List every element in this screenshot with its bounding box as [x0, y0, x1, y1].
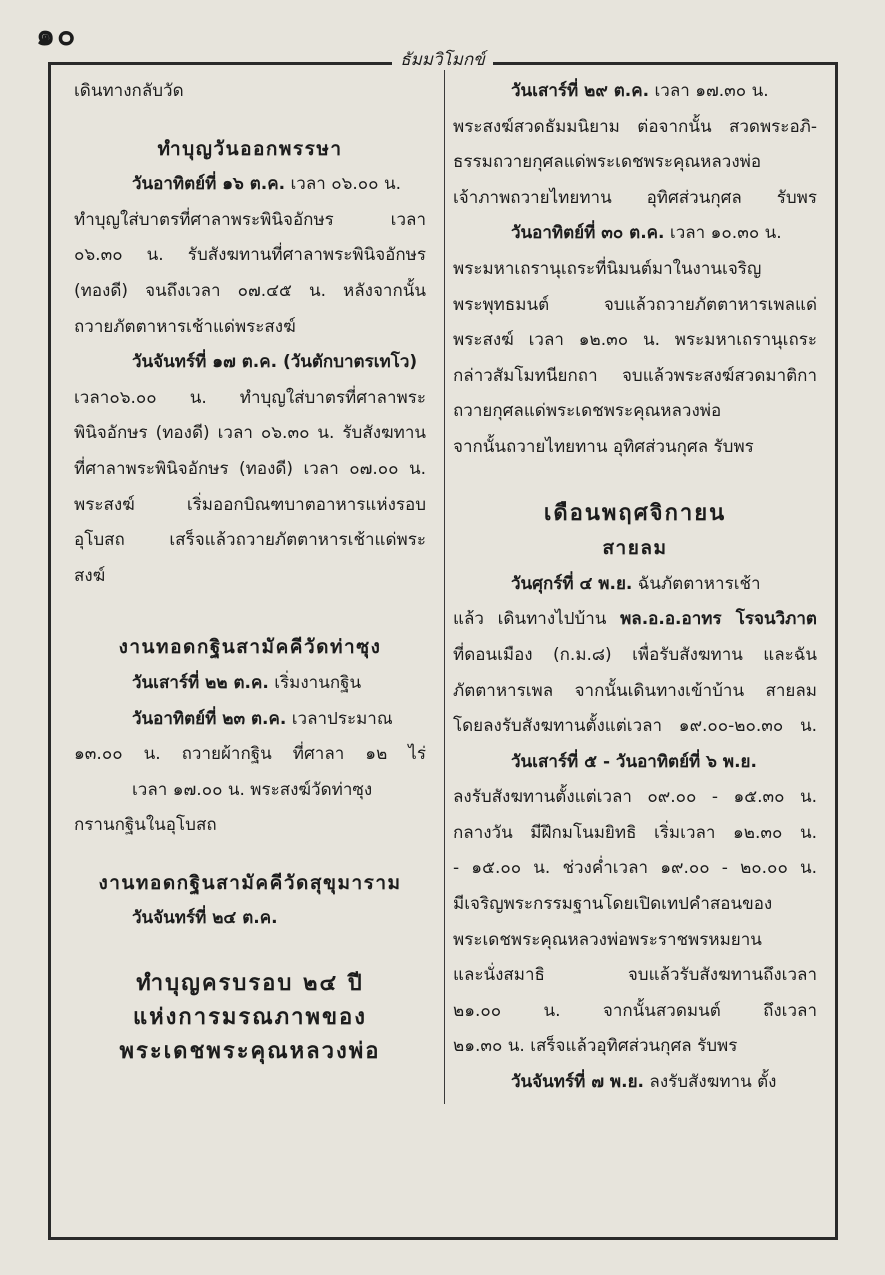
- anniversary-heading: แห่งการมรณภาพของ: [133, 1005, 367, 1031]
- text-line: กลางวัน มีฝึกมโนมยิทธิ เริ่มเวลา ๑๒.๓๐ น.: [453, 822, 817, 843]
- date-line: วันอาทิตย์ที่ ๓๐ ต.ค. เวลา ๑๐.๓๐ น.: [511, 223, 782, 244]
- section-heading-kathin-thasung: งานทอดกฐินสามัคคีวัดท่าซุง: [118, 636, 382, 659]
- text-line: ลงรับสังฆทานตั้งแต่เวลา ๐๙.๐๐ - ๑๕.๓๐ น.: [453, 787, 817, 808]
- text-line: พระสงฆ์ เริ่มออกบิณฑบาตอาหารแห่งรอบ: [74, 494, 426, 515]
- date-line: วันเสาร์ที่ ๒๙ ต.ค. เวลา ๑๗.๓๐ น.: [511, 81, 769, 101]
- anniversary-heading: ทำบุญครบรอบ ๒๔ ปี: [136, 971, 364, 997]
- date-line: วันจันทร์ที่ ๗ พ.ย. ลงรับสังฆทาน ตั้ง: [511, 1072, 777, 1093]
- text-line: เวลา ๑๗.๐๐ น. พระสงฆ์วัดท่าซุง: [132, 779, 373, 800]
- column-divider: [444, 64, 445, 1104]
- date-line: วันจันทร์ที่ ๒๔ ต.ค.: [132, 908, 278, 929]
- text-line: ๑๓.๐๐ น. ถวายผ้ากฐิน ที่ศาลา ๑๒ ไร่: [74, 744, 426, 765]
- running-header: [0, 46, 885, 73]
- section-heading-kathin-sukhumaram: งานทอดกฐินสามัคคีวัดสุขุมาราม: [98, 871, 402, 894]
- text-line: ๒๑.๐๐ น. จากนั้นสวดมนต์ ถึงเวลา: [453, 1000, 817, 1021]
- left-column: [74, 74, 426, 1069]
- text-line: ถวายภัตตาหารเช้าแด่พระสงฆ์: [74, 316, 296, 337]
- text-line: ที่ศาลาพระพินิจอักษร (ทองดี) เวลา ๐๗.๐๐ น.: [74, 458, 426, 479]
- right-column: [453, 74, 817, 1101]
- text-line: เดินทางกลับวัด: [74, 81, 184, 101]
- date-line: วันเสาร์ที่ ๒๒ ต.ค. เริ่มงานกฐิน: [132, 672, 362, 693]
- header-title: ธัมมวิโมกข์: [392, 50, 493, 70]
- text-line: สงฆ์: [74, 565, 106, 586]
- page-number: ๑๐: [36, 18, 78, 53]
- text-line: เจ้าภาพถวายไทยทาน อุทิศส่วนกุศล รับพร: [453, 187, 817, 208]
- month-heading: เดือนพฤศจิกายน: [543, 500, 727, 526]
- text-line: อุโบสถ เสร็จแล้วถวายภัตตาหารเช้าแด่พระ: [74, 530, 426, 551]
- text-line: กล่าวสัมโมทนียกถา จบแล้วพระสงฆ์สวดมาติกา: [453, 365, 817, 386]
- text-line: พินิจอักษร (ทองดี) เวลา ๐๖.๓๐ น. รับสังฆทาน: [74, 423, 426, 444]
- text-line: ถวายกุศลแด่พระเดชพระคุณหลวงพ่อ: [453, 401, 722, 422]
- text-line: กรานกฐินในอุโบสถ: [74, 815, 217, 836]
- date-line: วันอาทิตย์ที่ ๒๓ ต.ค. เวลาประมาณ: [132, 708, 393, 729]
- text-line: ทำบุญใส่บาตรที่ศาลาพระพินิจอักษร เวลา: [74, 209, 426, 230]
- date-line: วันจันทร์ที่ ๑๗ ต.ค. (วันตักบาตรเทโว): [132, 352, 418, 373]
- text-line: ภัตตาหารเพล จากนั้นเดินทางเข้าบ้าน สายลม: [453, 680, 817, 701]
- text-line: จากนั้นถวายไทยทาน อุทิศส่วนกุศล รับพร: [453, 436, 754, 457]
- date-line: วันเสาร์ที่ ๕ - วันอาทิตย์ที่ ๖ พ.ย.: [511, 751, 757, 772]
- place-heading: สายลม: [602, 537, 668, 560]
- section-heading-ok-phansa: ทำบุญวันออกพรรษา: [157, 137, 343, 160]
- text-line: - ๑๕.๐๐ น. ช่วงค่ำเวลา ๑๙.๐๐ - ๒๐.๐๐ น.: [453, 858, 817, 879]
- text-line: ที่ดอนเมือง (ก.ม.๘) เพื่อรับสังฆทาน และฉัน: [453, 644, 817, 665]
- text-line: ๐๖.๓๐ น. รับสังฆทานที่ศาลาพระพินิจอักษร: [74, 245, 426, 266]
- text-line: (ทองดี) จนถึงเวลา ๐๗.๔๕ น. หลังจากนั้น: [74, 280, 426, 301]
- text-line: พระเดชพระคุณหลวงพ่อพระราชพรหมยาน: [453, 929, 762, 950]
- date-line: วันศุกร์ที่ ๔ พ.ย. ฉันภัตตาหารเช้า: [511, 573, 761, 594]
- text-line: พระสงฆ์ เวลา ๑๒.๓๐ น. พระมหาเถรานุเถระ: [453, 330, 817, 351]
- text-line: พระมหาเถรานุเถระที่นิมนต์มาในงานเจริญ: [453, 258, 762, 279]
- text-line: โดยลงรับสังฆทานตั้งแต่เวลา ๑๙.๐๐-๒๐.๓๐ น.: [453, 716, 817, 737]
- date-line: วันอาทิตย์ที่ ๑๖ ต.ค. เวลา ๐๖.๐๐ น.: [132, 174, 401, 195]
- anniversary-heading: พระเดชพระคุณหลวงพ่อ: [119, 1039, 381, 1065]
- text-line: เวลา๐๖.๐๐ น. ทำบุญใส่บาตรที่ศาลาพระ: [74, 387, 426, 408]
- text-line: และนั่งสมาธิ จบแล้วรับสังฆทานถึงเวลา: [453, 965, 817, 986]
- text-line: พระสงฆ์สวดธัมมนิยาม ต่อจากนั้น สวดพระอภิ-: [453, 116, 817, 137]
- text-line: ๒๑.๓๐ น. เสร็จแล้วอุทิศส่วนกุศล รับพร: [453, 1036, 738, 1057]
- text-line: แล้ว เดินทางไปบ้าน พล.อ.อ.อาทร โรจนวิภาต: [453, 609, 817, 630]
- text-line: มีเจริญพระกรรมฐานโดยเปิดเทปคำสอนของ: [453, 894, 773, 915]
- text-line: ธรรมถวายกุศลแด่พระเดชพระคุณหลวงพ่อ: [453, 152, 762, 173]
- text-line: พระพุทธมนต์ จบแล้วถวายภัตตาหารเพลแด่: [453, 294, 817, 315]
